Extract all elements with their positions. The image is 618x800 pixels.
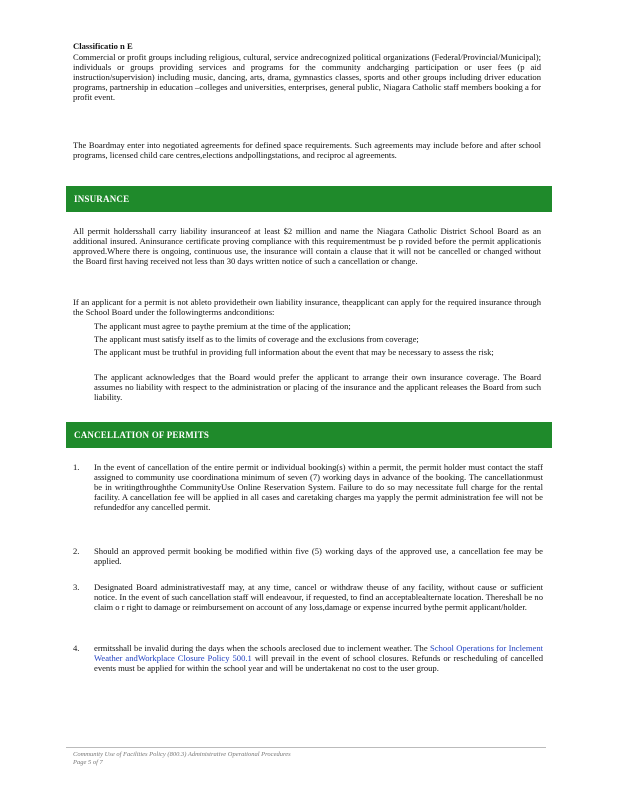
cancellation-item-3 [73,582,543,612]
bullet-marker [73,321,89,331]
insurance-condition-2 [73,334,541,344]
cancellation-item-4 [73,643,543,673]
insurance-paragraph-2: If an applicant for a permit is not ableto providetheir own liability insurance, theapplicant can apply for the required insurance through the School Board under the followingterms andconditions: [73,297,541,317]
agreements-paragraph: The Boardmay enter into negotiated agreements for defined space requirements. Such agreements may include before and after school programs, licensed child care centres,elections andpollingstations, and reciproc al agreements. [73,140,541,160]
page-footer [73,751,543,767]
school-operations-policy-link[interactable]: School Operations for Inclement Weather andWorkplace Closure Policy 500.1 [94,643,543,663]
item-number: 3. [73,582,80,592]
item-4-lead: ermitsshall be invalid during the days when the schools areclosed due to inclement weather. The [94,643,428,653]
cancellation-item-text: In the event of cancellation of the entire permit or individual booking(s) within a permit, the permit holder must contact the staff assigned to community use coordinationa minimum of seven (7) working days in advance of the booking. The cancellationmust be in writingthroughthe CommunityUse Online Reservation System. Failure to do so may necessitate full charge for the rental facility. A cancellation fee will be applied in all cases and caretaking charges ma yapply the permit administration fee will not be refundedfor any cancelled permit. [94,462,543,512]
insurance-condition-3 [73,347,541,357]
footer-page-number: Page 5 of 7 [73,759,103,766]
insurance-condition-1 [73,321,541,331]
insurance-condition-text: The applicant must agree to paythe premium at the time of the application; [94,321,351,331]
cancellation-item-1 [73,462,543,512]
bullet-marker [73,347,89,357]
item-number: 2. [73,546,80,556]
insurance-condition-text: The applicant must satisfy itself as to the limits of coverage and the exclusions from coverage; [94,334,419,344]
bullet-marker [73,334,89,344]
insurance-section-header: INSURANCE [66,186,552,212]
footer-title: Community Use of Facilities Policy (800.3) Administrative Operational Procedures [73,751,291,758]
classification-paragraph: Commercial or profit groups including religious, cultural, service andrecognized political organizations (Federal/Provincial/Municipal); individuals or groups providing services and programs for the community andcharging participation or user fees (p aid instruction/supervision) including music, dancing, arts, drama, gymnastics classes, sports and other groups including driver education programs, partnership in education –colleges and universities, enterprises, general public, Niagara Catholic staff members booking a for profit event. [73,52,541,102]
insurance-paragraph-1: All permit holdersshall carry liability insuranceof at least $2 million and name the Niagara Catholic District School Board as an additional insured. Aninsurance certificate proving compliance with this requirementmust be p rovided before the permit applicationis approved.Where there is ongoing, continuous use, the insurance will contain a clause that it will not be cancelled or changed without the Board first having received not less than 30 days written notice of such a cancellation or change. [73,226,541,266]
insurance-condition-text: The applicant acknowledges that the Board would prefer the applicant to arrange their own insurance coverage. The Board assumes no liability with respect to the administration or placing of the insurance and the applicant releases the Board from such liability. [94,372,541,402]
item-4-tail: will prevail in the event of school closures. Refunds or rescheduling of cancelled events must be applied for within the school year and will be undertakenat no cost to the user group. [94,653,543,673]
classification-heading: Classificatio n E [73,41,133,51]
cancellation-section-header: CANCELLATION OF PERMITS [66,422,552,448]
insurance-condition-4 [73,372,541,402]
cancellation-item-2 [73,546,543,566]
insurance-condition-text: The applicant must be truthful in providing full information about the event that may be necessary to assess the risk; [94,347,494,357]
cancellation-item-text: Designated Board administrativestaff may, at any time, cancel or withdraw theuse of any facility, without cause or sufficient notice. In the event of such cancellation staff will endeavour, if requested, to find an acceptablealternate location. Thereshall be no claim o r right to damage or reimbursement on account of any loss,damage or expense incurred bythe permit applicant/holder. [94,582,543,612]
item-number: 1. [73,462,80,472]
item-number: 4. [73,643,80,653]
bullet-marker [73,372,89,382]
cancellation-item-text: Should an approved permit booking be modified within five (5) working days of the approved use, a cancellation fee may be applied. [94,546,543,566]
cancellation-item-text [94,643,543,673]
footer-divider [66,747,546,748]
